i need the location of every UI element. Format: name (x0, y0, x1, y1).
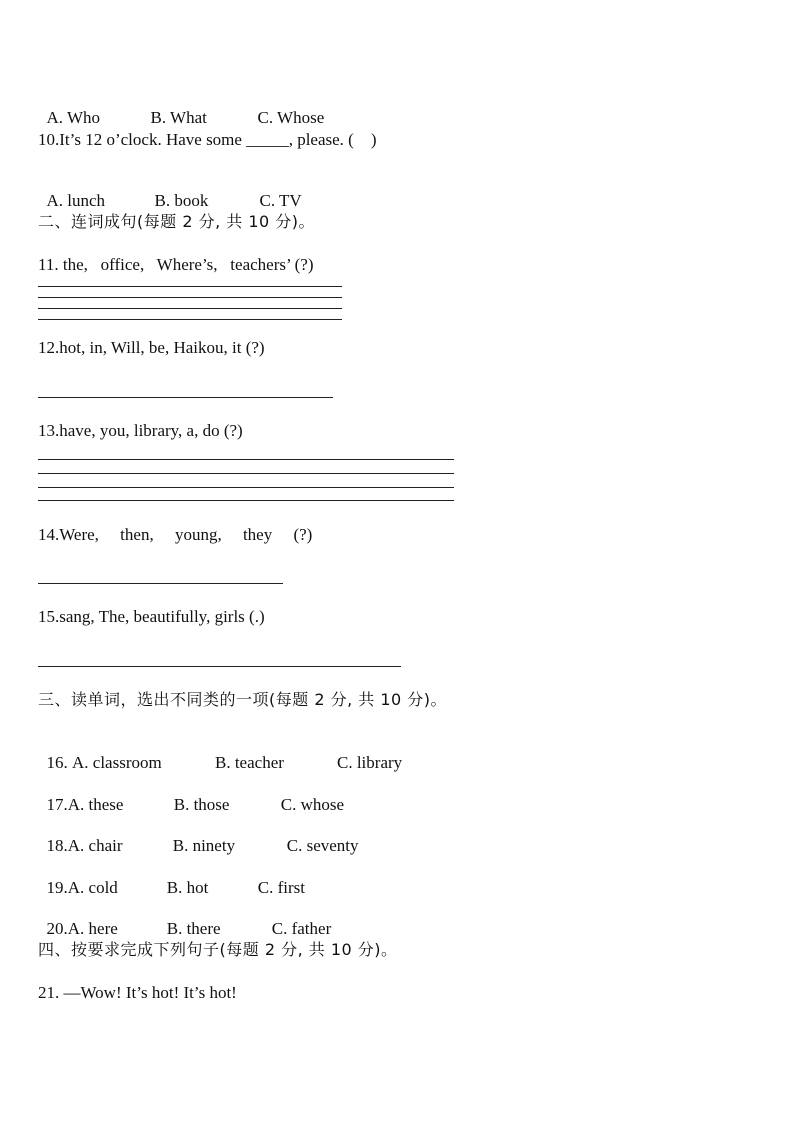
q21-prompt: 21. —Wow! It’s hot! It’s hot! (38, 983, 237, 1002)
q13-answer-line-3 (38, 487, 454, 488)
q19-option-a: A. cold (67, 878, 118, 897)
q9-option-c: C. Whose (257, 108, 325, 127)
q16 (38, 733, 402, 773)
q19-option-b: B. hot (166, 878, 209, 897)
q16-option-b: B. teacher (215, 753, 284, 772)
q13-prompt: 13.have, you, library, a, do (?) (38, 421, 243, 440)
q19-option-c: C. first (257, 878, 305, 897)
q20-option-a: A. here (67, 919, 118, 938)
q10-option-c: C. TV (259, 191, 302, 210)
q18-option-b: B. ninety (172, 836, 236, 855)
q10-option-b: B. book (154, 191, 209, 210)
q9-options (38, 88, 324, 128)
q19-number: 19. (46, 878, 68, 897)
q13-answer-line-1 (38, 459, 454, 460)
q10-question: 10.It’s 12 o’clock. Have some _____, please. ( ) (38, 130, 377, 149)
q9-option-a: A. Who (46, 108, 101, 127)
q16-option-a: A. classroom (72, 753, 162, 772)
q16-number: 16. (46, 753, 68, 772)
q20-number: 20. (46, 919, 68, 938)
q18-number: 18. (46, 836, 68, 855)
q18-option-a: A. chair (67, 836, 123, 855)
q15-answer-line (38, 666, 401, 667)
q9-option-b: B. What (150, 108, 207, 127)
q17-option-b: B. those (173, 795, 230, 814)
q17-option-a: A. these (67, 795, 124, 814)
q10-option-a: A. lunch (46, 191, 106, 210)
q13-answer-line-4 (38, 500, 454, 501)
q17-number: 17. (46, 795, 68, 814)
section-4-heading: 四、按要求完成下列句子(每题 2 分, 共 10 分)。 (38, 940, 398, 959)
q17 (38, 775, 344, 815)
q11-answer-line-3 (38, 308, 342, 309)
q12-answer-line (38, 397, 333, 398)
q11-prompt: 11. the, office, Where’s, teachers’ (?) (38, 255, 314, 274)
q15-prompt: 15.sang, The, beautifully, girls (.) (38, 607, 265, 626)
q10-options (38, 171, 302, 211)
q11-answer-line-4 (38, 319, 342, 320)
q17-option-c: C. whose (280, 795, 345, 814)
q11-answer-line-2 (38, 297, 342, 298)
q20-option-c: C. father (271, 919, 332, 938)
q14-answer-line (38, 583, 283, 584)
q19 (38, 858, 305, 898)
section-3-heading: 三、读单词，选出不同类的一项(每题 2 分, 共 10 分)。 (38, 690, 448, 709)
q12-prompt: 12.hot, in, Will, be, Haikou, it (?) (38, 338, 265, 357)
q13-answer-line-2 (38, 473, 454, 474)
q20-option-b: B. there (166, 919, 221, 938)
q18 (38, 816, 359, 856)
q11-answer-line-1 (38, 286, 342, 287)
q16-option-c: C. library (337, 753, 403, 772)
q18-option-c: C. seventy (286, 836, 359, 855)
q20 (38, 899, 331, 939)
q14-prompt: 14.Were, then, young, they (?) (38, 525, 313, 544)
section-2-heading: 二、连词成句(每题 2 分, 共 10 分)。 (38, 212, 316, 231)
